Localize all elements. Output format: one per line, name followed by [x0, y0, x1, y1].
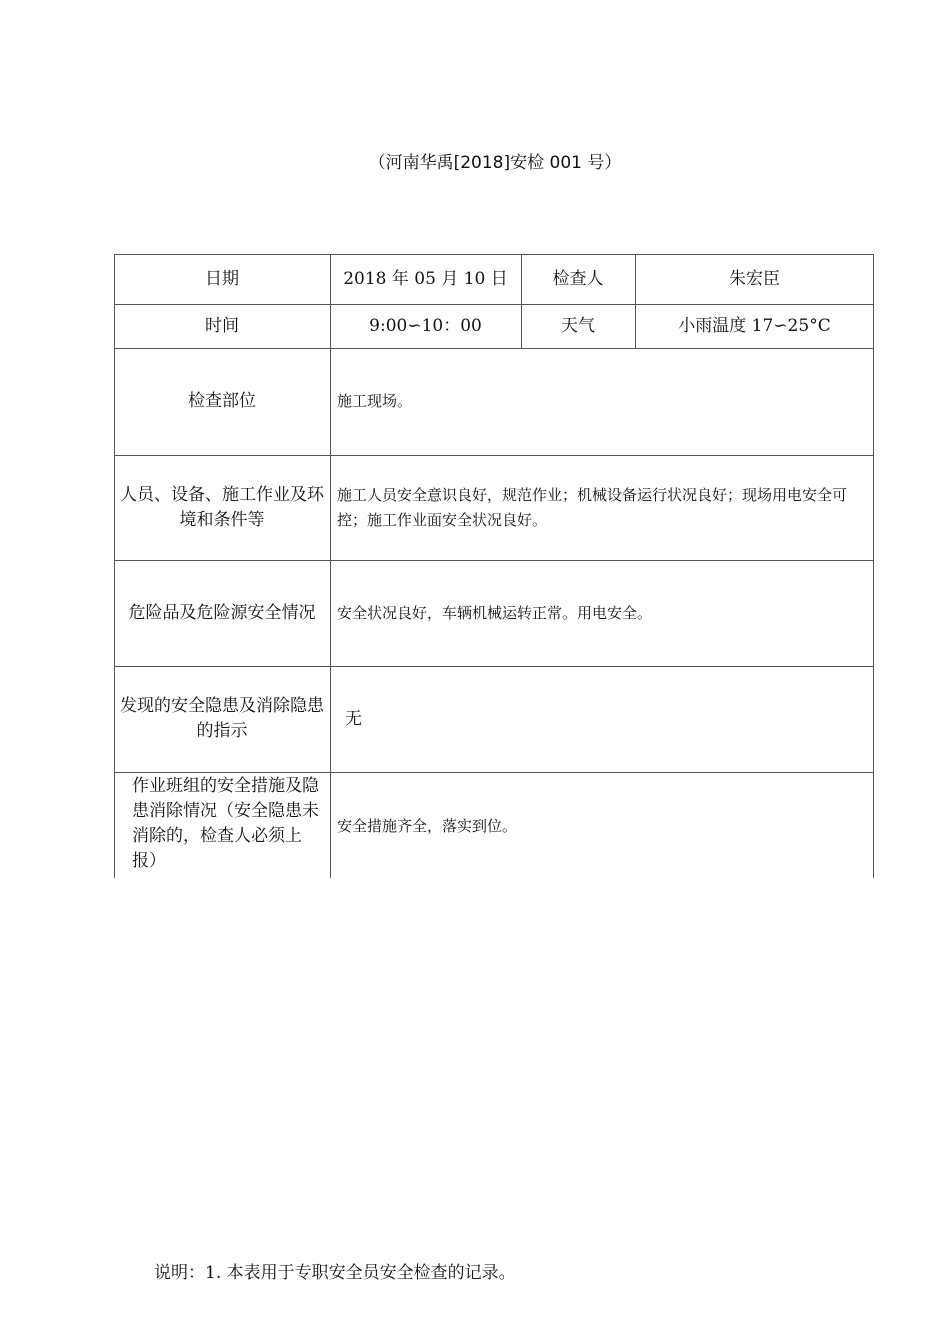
- inspector-label: 检查人: [552, 268, 604, 289]
- inspector-value: 朱宏臣: [729, 268, 780, 289]
- hidden-danger-label: 发现的安全隐患及消除隐患的指示: [120, 696, 324, 741]
- weather-label: 天气: [561, 315, 595, 336]
- inspection-area-label: 检查部位: [188, 391, 256, 411]
- inspection-table: [114, 254, 874, 878]
- footer-note: 说明：1. 本表用于专职安全员安全检查的记录。: [154, 1263, 516, 1283]
- weather-value: 小雨温度 17∽25°C: [678, 315, 831, 336]
- hazard-value: 安全状况良好，车辆机械运转正常。用电安全。: [337, 603, 653, 622]
- personnel-equipment-value: 施工人员安全意识良好，规范作业；机械设备运行状况良好；现场用电安全可控；施工作业面安全状况良好。: [337, 485, 848, 529]
- team-measures-value: 安全措施齐全，落实到位。: [337, 817, 518, 835]
- date-value: 2018 年 05 月 10 日: [343, 268, 508, 289]
- time-value: 9:00∽10：00: [369, 315, 482, 336]
- hazard-label: 危险品及危险源安全情况: [128, 602, 316, 623]
- team-measures-label: 作业班组的安全措施及隐患消除情况（安全隐患未消除的，检查人必须上报）: [132, 776, 319, 871]
- inspection-area-value: 施工现场。: [337, 392, 413, 410]
- hidden-danger-value: 无: [345, 708, 362, 729]
- personnel-equipment-label: 人员、设备、施工作业及环境和条件等: [120, 484, 324, 530]
- time-label: 时间: [205, 315, 239, 336]
- document-number: （河南华禹[2018]安检 001 号）: [368, 153, 622, 173]
- date-label: 日期: [205, 268, 239, 289]
